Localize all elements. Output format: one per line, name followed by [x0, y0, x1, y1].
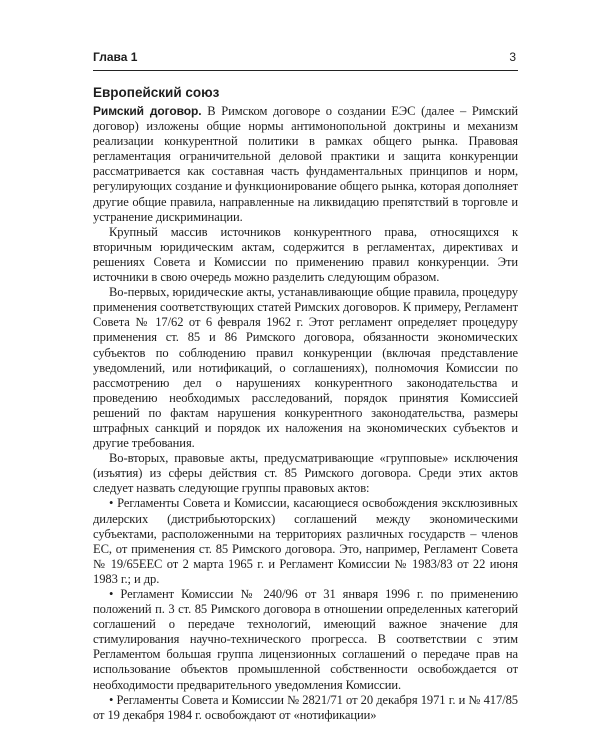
body-text — [93, 104, 518, 723]
bullet-paragraph: • Регламент Комиссии № 240/96 от 31 января 1996 г. по применению положений п. 3 ст. 85 Римского договора в отношении определенных категорий соглашений о передаче технологий, имеющий важное значение для стимулирования научно-технического прогресса. В соответствии с этим Регламентом большая группа лицензионных соглашений о передаче прав на использование объектов промышленной собственности освобождается от необходимости предварительного уведомления Комиссии. — [93, 587, 518, 692]
bullet-paragraph: • Регламенты Совета и Комиссии № 2821/71 от 20 декабря 1971 г. и № 417/85 от 19 декабря 1984 г. освобождают от «нотификации» — [93, 692, 518, 722]
chapter-label: Глава 1 — [93, 50, 138, 64]
paragraph-text: В Римском договоре о создании ЕЭС (далее – Римский договор) изложены общие нормы антимонопольной доктрины и механизм реализации конкурентной политики в рамках общего рынка. Правовая регламентация ограничительной деловой практики и защита конкуренции рассматривается как составная часть фундаментальных принципов и норм, регулирующих создание и функционирование общего рынка, которая дополняет другие общие правила, направленные на ликвидацию препятствий в торговле и устранение дискриминации. — [93, 104, 518, 224]
header-rule — [93, 70, 518, 71]
bullet-paragraph: • Регламенты Совета и Комиссии, касающиеся освобождения эксклюзивных дилерских (дистрибьюторских) соглашений между экономическими субъектами, расположенными на территориях различных государств – членов ЕС, от применения ст. 85 Римского договора. Это, например, Регламент Совета № 19/65ЕЕС от 2 марта 1965 г. и Регламент Комиссии № 1983/83 от 22 июня 1983 г.; и др. — [93, 496, 518, 586]
paragraph — [93, 104, 518, 225]
running-head — [93, 50, 518, 68]
document-page — [93, 50, 518, 723]
paragraph: Крупный массив источников конкурентного права, относящихся к вторичным юридическим актам, содержится в регламентах, директивах и решениях Совета и Комиссии по применению правил конкуренции. Эти источники в свою очередь можно разделить следующим образом. — [93, 224, 518, 285]
run-in-heading: Римский договор. — [93, 104, 202, 118]
section-heading: Европейский союз — [93, 85, 220, 100]
paragraph: Во-первых, юридические акты, устанавливающие общие правила, процедуру применения соответствующих статей Римских договоров. К примеру, Регламент Совета № 17/62 от 6 февраля 1962 г. Этот регламент определяет процедуру применения ст. 85 и 86 Римского договора, обязанности экономических субъектов по соблюдению правил конкуренции (включая представление уведомлений, или нотификаций, о соглашениях), полномочия Комиссии по рассмотрению дел о нарушениях конкурентного законодательства и проведению необходимых расследований, порядок принятия Комиссией решений по фактам нарушения конкурентного законодательства, размеры штрафных санкций и порядок их наложения на экономических субъектов и другие требования. — [93, 285, 518, 451]
paragraph: Во-вторых, правовые акты, предусматривающие «групповые» исключения (изъятия) из сферы действия ст. 85 Римского договора. Среди этих актов следует назвать следующие группы правовых актов: — [93, 451, 518, 496]
page-number: 3 — [509, 50, 516, 64]
